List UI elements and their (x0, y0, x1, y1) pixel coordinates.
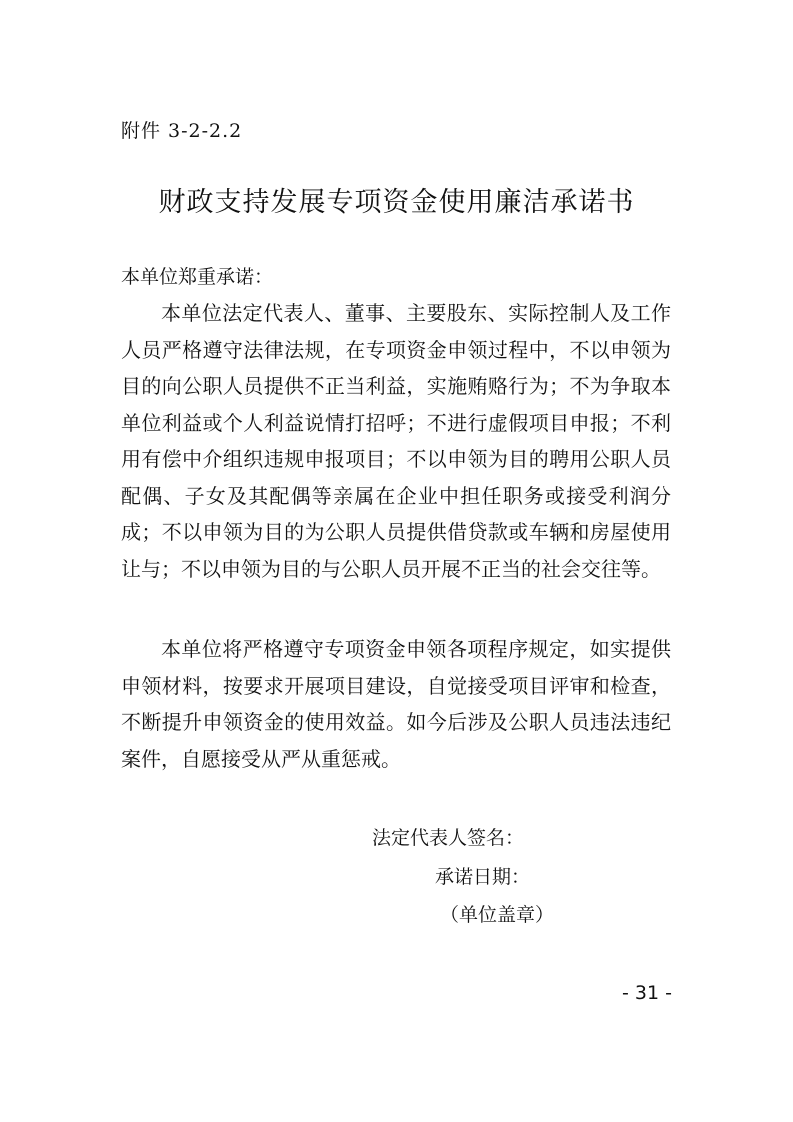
unit-seal-label: （单位盖章） (440, 904, 555, 926)
document-title: 财政支持发展专项资金使用廉洁承诺书 (158, 187, 635, 218)
page-number: - 31 - (622, 982, 672, 1004)
annex-label: 附件 3-2-2.2 (121, 120, 243, 142)
commitment-date-label: 承诺日期： (435, 866, 531, 888)
salutation: 本单位郑重承诺： (121, 266, 274, 288)
commitment-paragraph-1: 本单位法定代表人、董事、主要股东、实际控制人及工作人员严格遵守法律法规，在专项资金申领过程中，不以申领为目的向公职人员提供不正当利益，实施贿赂行为；不为争取本单位利益或个人利益说情打招呼；不进行虚假项目申报；不利用有偿中介组织违规申报项目；不以申领为目的聘用公职人员配偶、子女及其配偶等亲属在企业中担任职务或接受利润分成；不以申领为目的为公职人员提供借贷款或车辆和房屋使用让与；不以申领为目的与公职人员开展不正当的社会交往等。 (121, 301, 671, 581)
commitment-paragraph-2: 本单位将严格遵守专项资金申领各项程序规定，如实提供申领材料，按要求开展项目建设，自觉接受项目评审和检查，不断提升申领资金的使用效益。如今后涉及公职人员违法违纪案件，自愿接受从严从重惩戒。 (121, 637, 671, 771)
representative-signature-label: 法定代表人签名： (372, 827, 525, 849)
